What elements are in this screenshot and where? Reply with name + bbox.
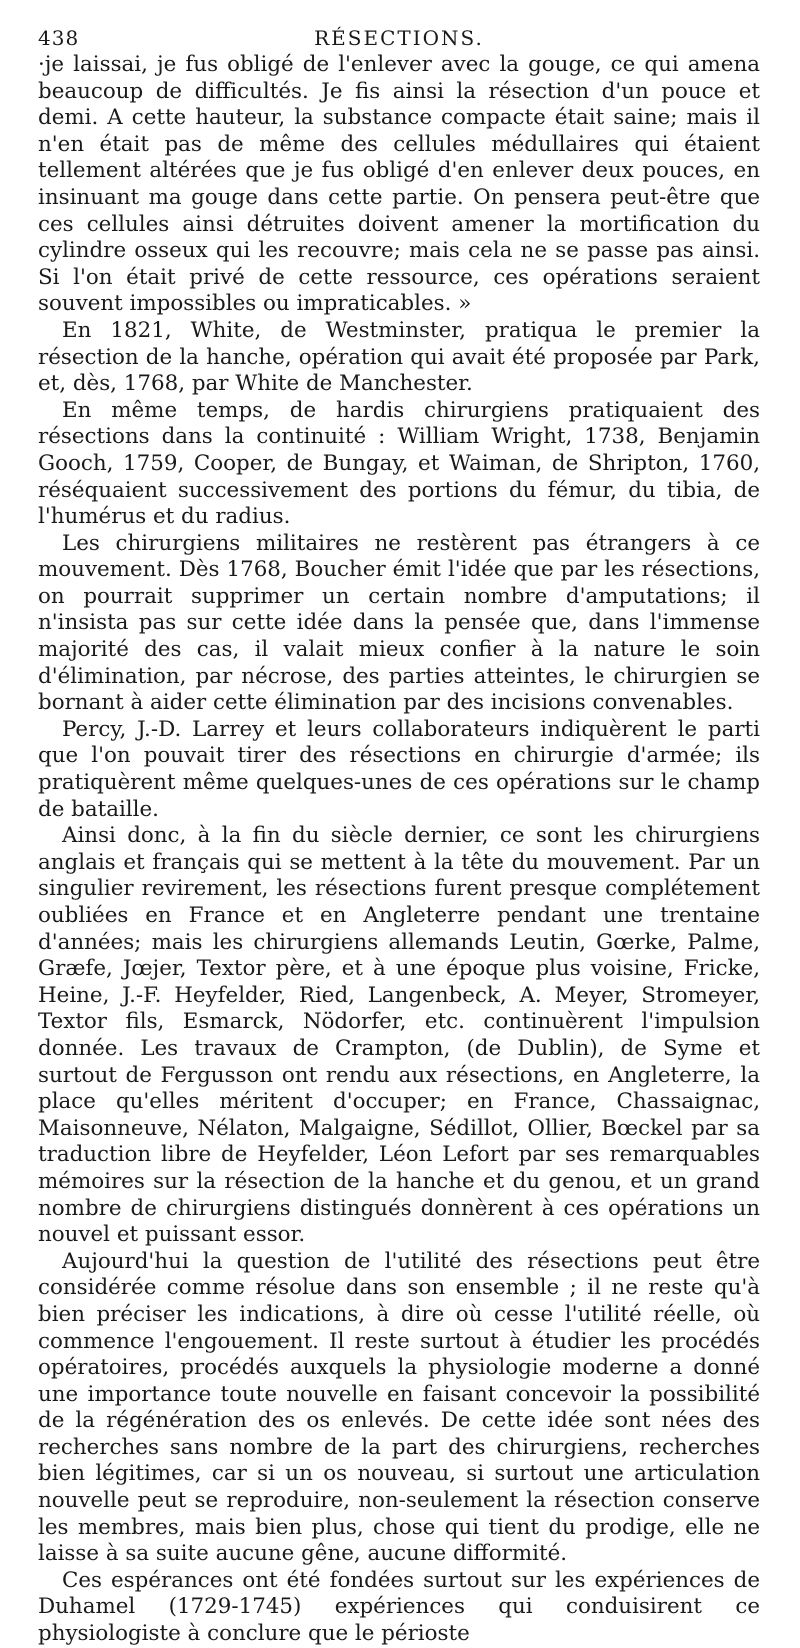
paragraph: Aujourd'hui la question de l'utilité des résections peut être considérée comme résolue dans son ensemble ; il ne reste qu'à bien préciser les indications, à dire où cesse l'utilité réelle, où commence l'engouement. Il reste surtout à étudier les procédés opératoires, procédés auxquels la physiologie moderne a donné une importance toute nouvelle en faisant concevoir la possibilité de la régénération des os enlevés. De cette idée sont nées des recherches sans nombre de la part des chirurgiens, recherches bien légitimes, car si un os nouveau, si surtout une articulation nouvelle peut se reproduire, non-seulement la résection conserve les membres, mais bien plus, chose qui tient du prodige, elle ne laisse à sa suite aucune gêne, aucune difformité. [38, 1248, 760, 1567]
paragraph-continuation: ·je laissai, je fus obligé de l'enlever avec la gouge, ce qui amena beaucoup de difficultés. Je fis ainsi la résection d'un pouce et demi. A cette hauteur, la substance compacte était saine; mais il n'en était pas de même des cellules médullaires qui étaient tellement altérées que je fus obligé d'en enlever deux pouces, en insinuant ma gouge dans cette partie. On pensera peut-être que ces cellules ainsi détruites doivent amener la mortification du cylindre osseux qui les recouvre; mais cela ne se passe pas ainsi. Si l'on était privé de cette ressource, ces opérations seraient souvent impossibles ou impraticables. » [38, 52, 760, 317]
page-number: 438 [38, 26, 80, 50]
paragraph: En même temps, de hardis chirurgiens pratiquaient des résections dans la continuité : William Wright, 1738, Benjamin Gooch, 1759, Cooper, de Bungay, et Waiman, de Shripton, 1760, réséquaient successivement des portions du fémur, du tibia, de l'humérus et du radius. [38, 397, 760, 530]
paragraph: Ces espérances ont été fondées surtout sur les expériences de Duhamel (1729-1745) expériences qui conduisirent ce physiologiste à conclure que le périoste [38, 1567, 760, 1647]
paragraph: En 1821, White, de Westminster, pratiqua le premier la résection de la hanche, opération qui avait été proposée par Park, et, dès, 1768, par White de Manchester. [38, 317, 760, 397]
page-header [38, 22, 760, 52]
paragraph: Les chirurgiens militaires ne restèrent pas étrangers à ce mouvement. Dès 1768, Boucher émit l'idée que par les résections, on pourrait supprimer un certain nombre d'amputations; il n'insista pas sur cette idée dans la pensée que, dans l'immense majorité des cas, il valait mieux confier à la nature le soin d'élimination, par nécrose, des parties atteintes, le chirurgien se bornant à aider cette élimination par des incisions convenables. [38, 530, 760, 716]
paragraph: Percy, J.-D. Larrey et leurs collaborateurs indiquèrent le parti que l'on pouvait tirer des résections en chirurgie d'armée; ils pratiquèrent même quelques-unes de ces opérations sur le champ de bataille. [38, 716, 760, 822]
running-title: RÉSECTIONS. [314, 26, 484, 50]
paragraph: Ainsi donc, à la fin du siècle dernier, ce sont les chirurgiens anglais et français qui se mettent à la tête du mouvement. Par un singulier revirement, les résections furent presque complétement oubliées en France et en Angleterre pendant une trentaine d'années; mais les chirurgiens allemands Leutin, Gœrke, Palme, Græfe, Jœjer, Textor père, et à une époque plus voisine, Fricke, Heine, J.-F. Heyfelder, Ried, Langenbeck, A. Meyer, Stromeyer, Textor fils, Esmarck, Nödorfer, etc. continuèrent l'impulsion donnée. Les travaux de Crampton, (de Dublin), de Syme et surtout de Fergusson ont rendu aux résections, en Angleterre, la place qu'elles méritent d'occuper; en France, Chassaignac, Maisonneuve, Nélaton, Malgaigne, Sédillot, Ollier, Bœckel par sa traduction libre de Heyfelder, Léon Lefort par ses remarquables mémoires sur la résection de la hanche et du genou, et un grand nombre de chirurgiens distingués donnèrent à ces opérations un nouvel et puissant essor. [38, 823, 760, 1248]
body-text [38, 52, 760, 1648]
